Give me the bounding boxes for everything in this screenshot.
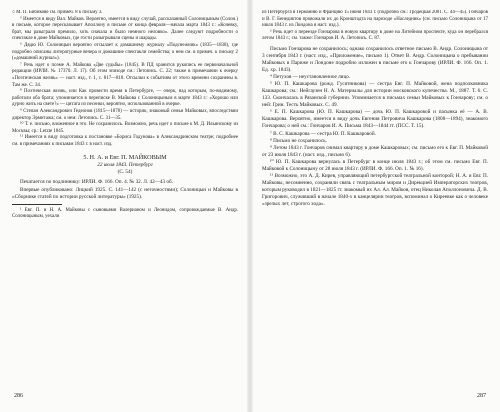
letter-heading: 5. Н. А. и Евг. П. МАЙКОВЫМ [83,154,167,162]
right-note: ⁹ Летом 1843 г. Гончаров снимал квартиру в доме Кашкаровых; см. письмо его к Евг. П. Майковой от 23 июля 1843 г. (наст. изд., письмо 6). [262,144,488,158]
source-note: Печатается по подлиннику: ИРЛИ. Ф. 166. Оп. 4. № 32. Л. 42—43 об. [20,179,173,186]
left-note: ⁸ Поэтическая жизнь, или Как провести время в Петербурге, — очерк, над которым, по-видимому, работали оба брата; упоминается в переписке В. Майкова с Солоницыным в марте 1843 г.: «Хорошо или дурно жить на свете?» — цитата из песенки, вероятно, использованной в очерке. [12,89,238,108]
right-note: ⁵ Ю. П. Кашкарова (рожд. Гусятникова) — сестра Евг. П. Майковой, жена подполковника Кашкарова; см.: Нейгаузен Н. А. Материалы для истории московского купечества. М., 1887. Т. 6. С. 133. Скончалась в Рязанской губернии. Упоминается в письмах семьи Майковых к Гончарову; см. о ней: Грин. Тесть Майковых. С. 49. [262,81,488,109]
right-note: ⁶ Е. П. Кашкарова (Ю. П. Кашкарова) — дочь Ю. П. Кашкаровой и пасынка её — А. В. Кашкарова. Вероятно, имеется в виду дочь Евгения Петровича Кашкарова (1808—1894), знакомого Гончарова; о ней см.: Гончаров И. А. Письма 1843—1844 гг. (ПСС. Т. 15). [262,109,488,130]
right-note: ⁷ В. С. Кашкарова — сестра Ю. П. Кашкаровой. [270,130,376,137]
left-note: ○ М. П. Бибикове см. примеч. 8 к письму 3. [12,10,103,15]
left-note: ⁷ Речь идет о поэме А. Майкова «Две судьбы» (1845). В ПД хранится рукопись ее первоначальной редакции (ИРЛИ. № 17370. Л. 17). Об этом эпизоде см.: Летопись. С. 22; также в примечании к очерку «Поэтическая жизнь» — наст. изд., т. 1, с. 817—818. Отсылки к событиям от этого времени сохранены в. Там же. С. 34. [12,62,238,88]
page-number: 287 [477,393,486,399]
source-note: Впервые опубликовано: Лицкий 1925. С. 141—142 (с неточностями); Солоницын и Майковы в «Сборнике статей по истории русской литературы» (1925). [12,186,238,200]
left-note: ⁶ Дядю Ю. Солоницын вероятно отсылает к домашнему журналу «Подснежник» (1835—1838), где подробно описаны литературные вечера и домашние спектакли семейства; о нем см. в примеч. к письму 2 («домашний журнал»). [12,42,238,62]
right-note: из Петербурга в Германию и Францию 15 июня 1843 г. (подробно см.: Гродецкая 2001. С. 44—45). Гончаров и В. Г. Бенедиктов провожали их до Кронштадта на пароходе «Наследник» (см. письмо Солоницына от 17 июля 1843 г. из Лондона в наст. изд.). [262,10,488,29]
right-note: ² Речь идет о переезде Гончарова в новую квартиру в доме на Литейном проспекте, куда он перебрался летом 1843 г.; см. также: Гончаров И. А. Летопись. С. 87. [262,29,488,42]
left-note: ¹⁰ Т. е. письмо, вложенное в это. Не сохранилось. Возможно, речь идет о письме к М. Д. Ильинскому из Москвы; ср.: Letzte 1845. [12,122,238,134]
right-note: ⁴ Петухов — неустановленное лицо. [270,74,351,81]
right-note: ¹⁰ Ю. П. Кашкарова вернулась в Петербург в конце июля 1843 г.; об этом см. письмо Евг. П. Майковой к Солоницыну от 28 июля 1843 г. (ИРЛИ. Ф. 166. Оп. 1. № 16). [262,158,488,172]
right-note: ⁸ Письмо не сохранилось. [270,137,327,144]
right-page [262,10,488,402]
left-page [12,10,238,402]
page-number: 286 [14,393,23,399]
footnote: ¹ Евг. П. и Н. А. Майковы с сыновьями Валерианом и Леонидом, сопровождаемые В. Андр. Солоницыным, уехали [12,207,238,220]
left-note: ¹¹ Имеется в виду подготовка к постановке «Бориса Годунова» в Александринском театре; подробнее см. в примечаниях к письмам 1843 г. в наст. изд. [12,135,238,147]
footnote-rule [12,204,62,205]
left-note: ⁹ Степан Александрович Гедеонов (1815—1878) — историк, знакомый семьи Майковых, впоследствии директор Эрмитажа; см. о нем: Летопись. С. 31—35. [12,108,238,121]
left-note: ⁵ Имеется в виду Вал. Майков. Вероятно, имеется в виду случай, рассказанный Солоницыным (Солон.) в письме, которое пересказывает Аполлону в письме от конца февраля—начала марта 1843 г.: «Кочевку, брат, мы разыграли премило, хоть сначала и было немного неловко». Далее следуют подробности о спектакле в доме Майковых, где гости разыгрывали сцены и шарады. [12,16,238,42]
letter-date: 22 июля 1843. Петербург [97,162,153,169]
right-note: ¹¹ Возможно, это А. Д. Кирев, управляющий петербургской театральной конторой; Н. А. и Евг. П. Майковы, несомненно, сохраняли связь с театральным миром и Дирекцией Императорских театров, которым руководил в 1821—1825 гг. знакомый их Ал. Ал. Майков, отец Николая Аполлоновича. Д. В. Григорович, служивший в начале 1840-х в канцелярии театров, вспоминал о Киреевке как о человеке «зрелых лет, строгого хода». [262,172,488,207]
book-gutter [247,0,253,412]
letter-pages: (С. 54) [117,169,133,176]
right-note: Письмо Гончарова не сохранилось; однако сохранилось ответное письмо В. Андр. Солоницына от 3 сентября 1843 г. (наст. изд., «Приложение», письмо 1). Ответ В. Андр. Солоницына о пребывании Майковых в Париже и Лондоне подробно изложен в письме его к Гончарову (ИРЛИ. Ф. 166. Оп. 1. Ед. хр. 1843). [262,45,488,74]
